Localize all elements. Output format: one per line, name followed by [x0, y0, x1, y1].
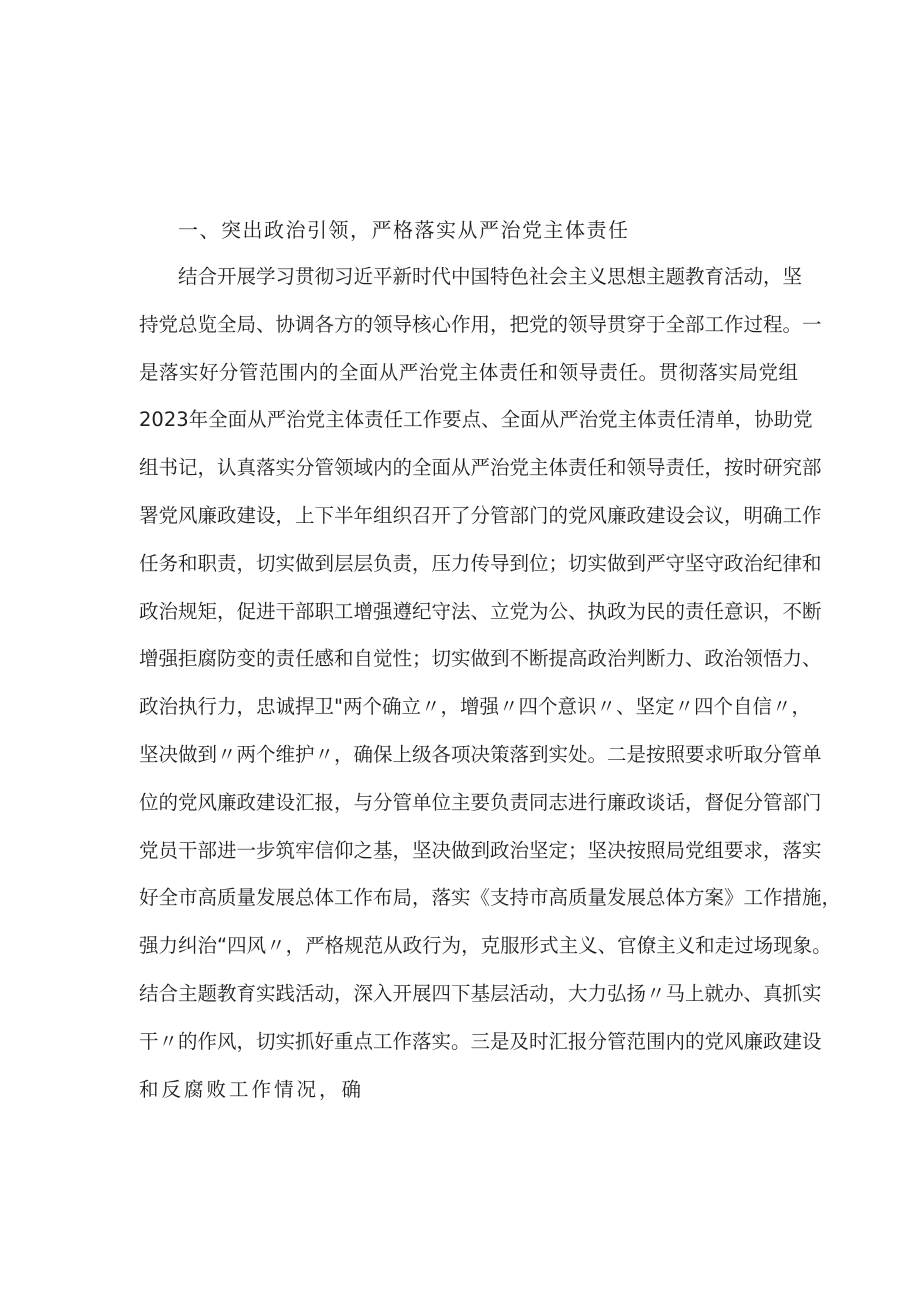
paragraph-line: 强力纠治“四风〃，严格规范从政行为，克服形式主义、官僚主义和走过场现象。: [139, 934, 832, 958]
paragraph-line: 增强拒腐防变的责任感和自觉性；切实做到不断提高政治判断力、政治领悟力、: [139, 647, 822, 671]
paragraph-line: 任务和职责，切实做到层层负责，压力传导到位；切实做到严守坚守政治纪律和: [139, 551, 822, 575]
section-heading: 一、突出政治引领，严格落实从严治党主体责任: [178, 218, 630, 242]
paragraph-line: 党员干部进一步筑牢信仰之基，坚决做到政治坚定；坚决按照局党组要求，落实: [139, 838, 822, 862]
paragraph-line: 坚决做到〃两个维护〃，确保上级各项决策落到实处。二是按照要求听取分管单: [139, 742, 822, 766]
body-paragraph: [139, 262, 842, 1122]
paragraph-line: 干〃的作风，切实抓好重点工作落实。三是及时汇报分管范围内的党风廉政建设: [139, 1029, 822, 1053]
paragraph-line: 结合主题教育实践活动，深入开展四下基层活动，大力弘扬〃马上就办、真抓实: [139, 981, 822, 1005]
paragraph-line: 2023年全面从严治党主体责任工作要点、全面从严治党主体责任清单，协助党: [139, 408, 813, 432]
paragraph-line: 和反腐败工作情况，确: [139, 1077, 365, 1101]
paragraph-line: 位的党风廉政建设汇报，与分管单位主要负责同志进行廉政谈话，督促分管部门: [139, 790, 822, 814]
paragraph-line: 政治执行力，忠诚捍卫"两个确立〃，增强〃四个意识〃、坚定〃四个自信〃，: [139, 695, 811, 719]
paragraph-line: 组书记，认真落实分管领域内的全面从严治党主体责任和领导责任，按时研究部: [139, 456, 822, 480]
paragraph-line: 结合开展学习贯彻习近平新时代中国特色社会主义思想主题教育活动，坚: [178, 265, 803, 288]
paragraph-line: 是落实好分管范围内的全面从严治党主体责任和领导责任。贯彻落实局党组: [139, 360, 798, 384]
paragraph-line: 署党风廉政建设，上下半年组织召开了分管部门的党风廉政建设会议，明确工作: [139, 503, 822, 527]
paragraph-line: 持党总览全局、协调各方的领导核心作用，把党的领导贯穿于全部工作过程。一: [139, 312, 822, 336]
paragraph-line: 好全市高质量发展总体工作布局，落实《支持市高质量发展总体方案》工作措施，: [139, 886, 842, 910]
paragraph-line: 政治规矩，促进干部职工增强遵纪守法、立党为公、执政为民的责任意识，不断: [139, 599, 822, 623]
